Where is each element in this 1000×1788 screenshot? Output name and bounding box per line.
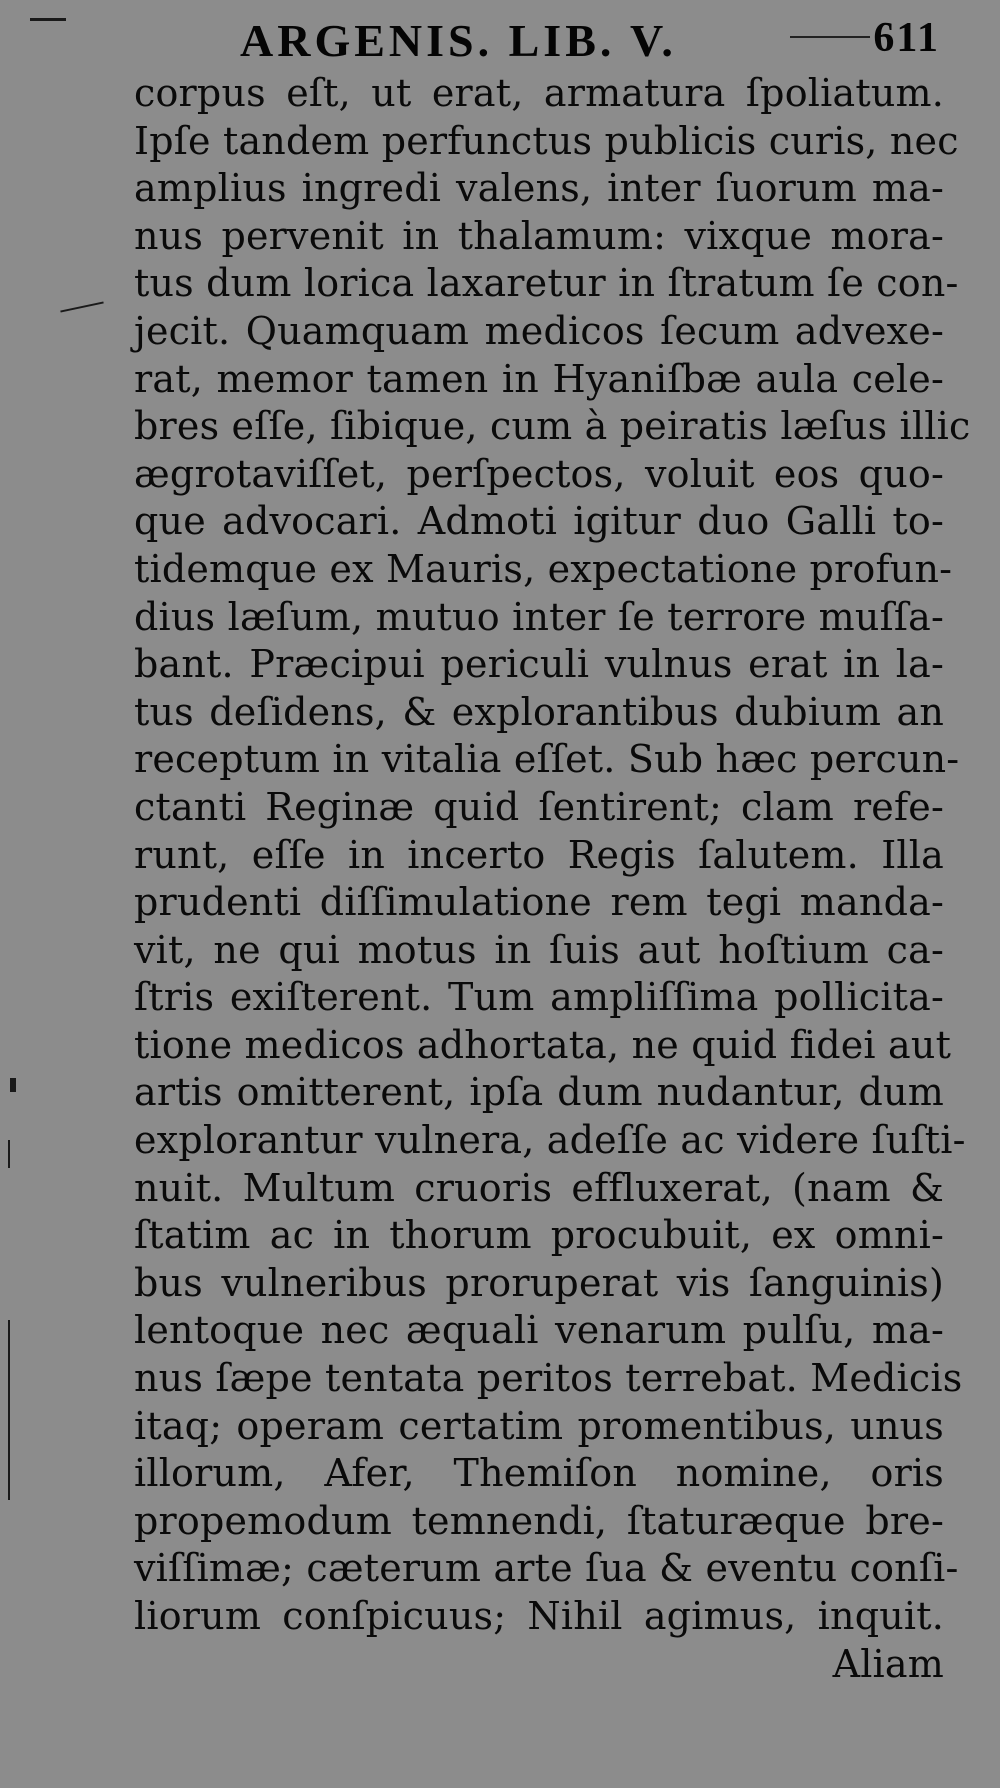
text-line: itaq; operam certatim promentibus, unus <box>134 1403 944 1448</box>
text-line: illorum, Afer, Themiſon nomine, oris <box>134 1451 944 1496</box>
margin-mark <box>8 1140 10 1168</box>
text-line: tus deſidens, & explorantibus dubium an <box>134 689 944 734</box>
body-text <box>134 70 971 1688</box>
text-line: ægrotaviſſet, perſpectos, voluit eos quo- <box>134 451 944 496</box>
text-line: runt, eſſe in incerto Regis ſalutem. Illa <box>134 832 944 877</box>
text-line: dius læſum, mutuo inter ſe terrore muſſa- <box>134 594 944 639</box>
margin-mark <box>60 301 103 312</box>
text-line: nus pervenit in thalamum: vixque mora- <box>134 213 944 258</box>
text-line: Ipſe tandem perfunctus publicis curis, nec <box>134 118 959 163</box>
running-header <box>240 14 940 70</box>
margin-mark <box>10 1078 16 1092</box>
text-line: bus vulneribus proruperat vis ſanguinis) <box>134 1260 944 1305</box>
text-line: prudenti diſſimulatione rem tegi manda- <box>134 880 944 925</box>
text-line: vit, ne qui motus in ſuis aut hoſtium ca- <box>134 927 944 972</box>
text-line: ſtris exiſterent. Tum ampliſſima pollicita- <box>134 975 944 1020</box>
text-line: tidemque ex Mauris, expectatione profun- <box>134 546 953 591</box>
text-line: nuit. Multum cruoris effluxerat, (nam & <box>134 1165 944 1210</box>
text-line: tione medicos adhortata, ne quid fidei aut <box>134 1022 952 1067</box>
text-line: bant. Præcipui periculi vulnus erat in la- <box>134 642 944 687</box>
text-line: artis omitterent, ipſa dum nudantur, dum <box>134 1070 944 1115</box>
header-rule <box>790 36 870 38</box>
text-line: bres eſſe, ſibique, cum à peiratis læſus illic <box>134 404 971 449</box>
text-line: viſſimæ; cæterum arte ſua & eventu conſi- <box>134 1546 959 1591</box>
page-number: 611 <box>873 15 940 61</box>
text-line: lentoque nec æquali venarum pulſu, ma- <box>134 1308 944 1353</box>
running-title: ARGENIS. LIB. V. <box>240 15 677 66</box>
text-line: propemodum temnendi, ſtaturæque bre- <box>134 1498 944 1543</box>
catchword: Aliam <box>832 1641 944 1686</box>
margin-mark <box>30 18 66 21</box>
text-line: receptum in vitalia eſſet. Sub hæc percun- <box>134 737 960 782</box>
text-line: que advocari. Admoti igitur duo Galli to- <box>134 499 944 544</box>
text-line: jecit. Quamquam medicos ſecum advexe- <box>134 308 944 353</box>
text-line: corpus eſt, ut erat, armatura ſpoliatum. <box>134 71 944 115</box>
text-line: rat, memor tamen in Hyaniſbæ aula cele- <box>134 356 944 401</box>
text-line: ctanti Reginæ quid ſentirent; clam refe- <box>134 784 944 829</box>
text-line: ſtatim ac in thorum procubuit, ex omni- <box>134 1213 944 1258</box>
text-line: amplius ingredi valens, inter ſuorum ma- <box>134 166 944 211</box>
text-line: tus dum lorica laxaretur in ſtratum ſe con- <box>134 261 959 306</box>
margin-mark <box>8 1320 10 1500</box>
text-line: nus ſæpe tentata peritos terrebat. Medicis <box>134 1356 963 1401</box>
text-line: liorum conſpicuus; Nihil agimus, inquit. <box>134 1594 944 1638</box>
text-line: explorantur vulnera, adeſſe ac videre ſuſti- <box>134 1118 966 1163</box>
